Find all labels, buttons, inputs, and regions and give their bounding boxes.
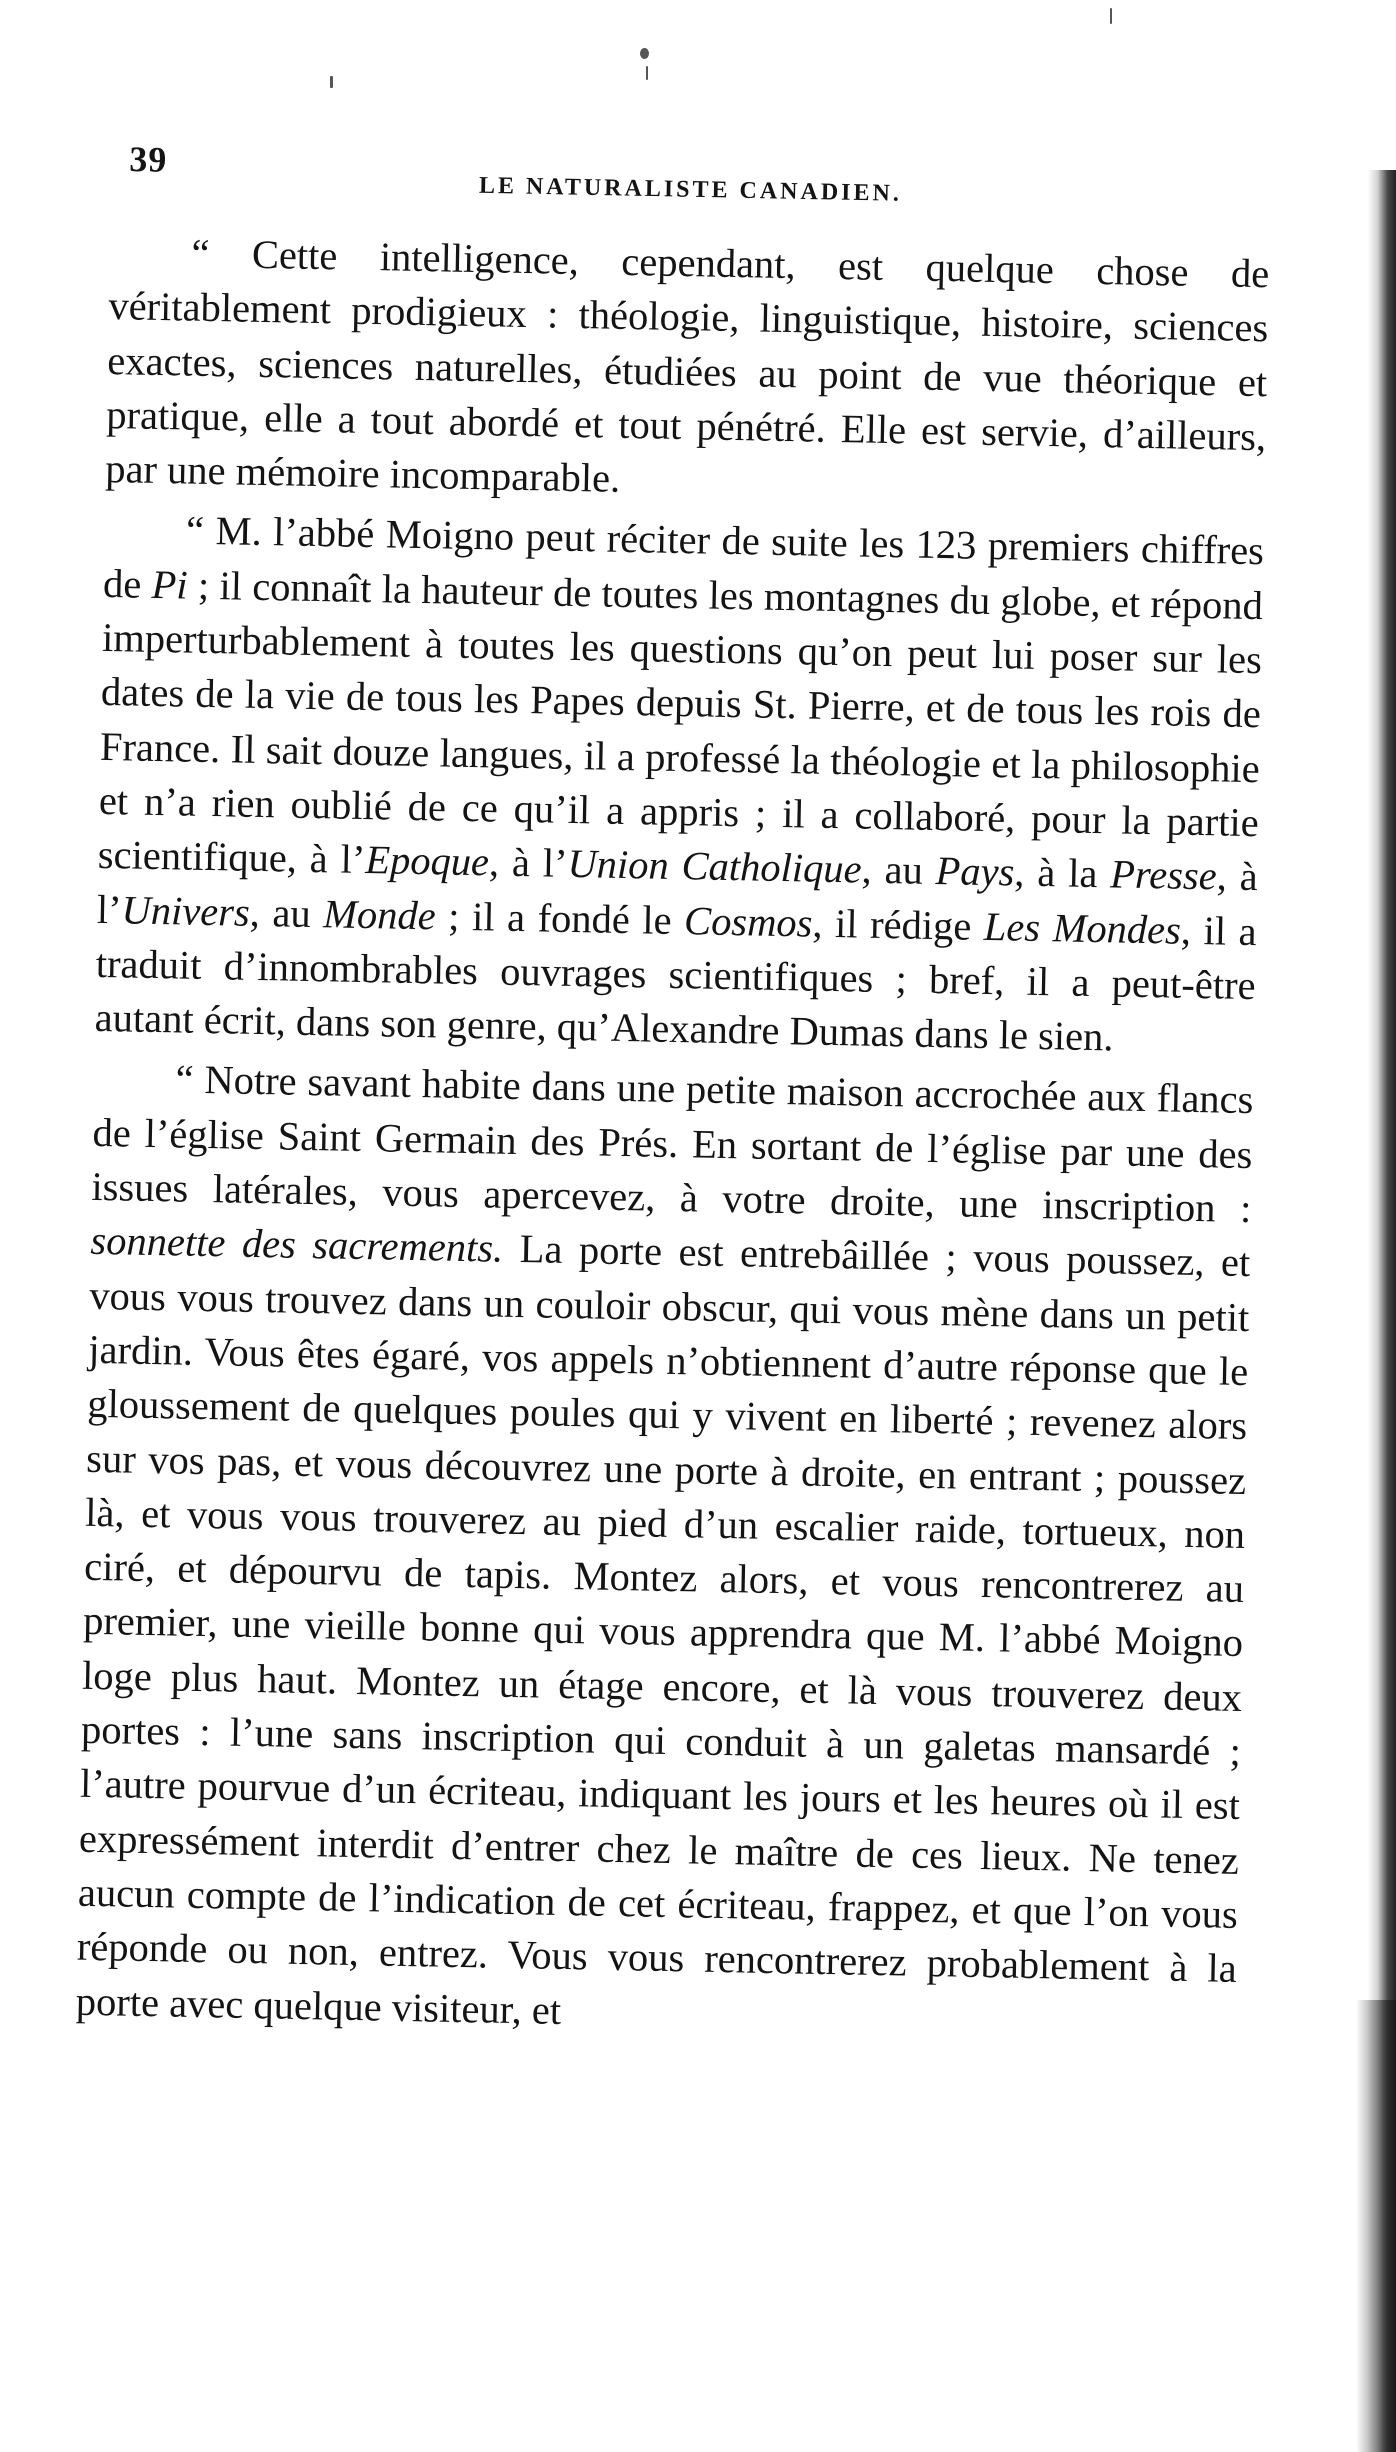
text-run: , au — [861, 846, 937, 894]
italic-text: Univers — [121, 886, 251, 935]
running-head — [129, 128, 1290, 210]
scan-speck — [640, 48, 649, 59]
text-run: ; il connaît la hauteur de toutes les montagnes du globe, et répond imperturbablement à toutes les questions qu’on peut lui poser sur les dates de la vie de tous les Papes depuis St. Pierre, et de tous les rois de France. Il sait douze langues, il a professé la théologie et la philosophie et n’a rien oublié de ce qu’il a appris ; il a collaboré, pour la partie scientifique, à l’ — [97, 562, 1264, 883]
italic-text: Union Catholique — [567, 841, 863, 892]
text-run: La porte est entrebâillée ; vous poussez, et vous vous trouvez dans un couloir obscur, qui vous mène dans un petit jardin. Vous êtes égaré, vos appels n’obtiennent d’autre réponse que le gloussement de quelques poules qui y vivent en liberté ; revenez alors sur vos pas, et vous découvrez une porte à droite, en entrant ; poussez là, et vous vous trouverez au pied d’un escalier raide, tortueux, non ciré, et dépourvu de tapis. Montez alors, et vous rencontrerez au premier, une vieille bonne qui vous apprendra que M. l’abbé Moigno loge plus haut. Montez un étage encore, et là vous trouverez deux portes : l’une sans inscription qui conduit à un galetas mansardé ; l’autre pourvue d’un écriteau, indiquant les jours et les heures où il est expressément interdit d’entrer chez le maître de ces lieux. Ne tenez aucun compte de l’indication de cet écriteau, frappez, et que l’on vous réponde ou non, entrez. Vous vous rencontrerez probablement à la porte avec quelque visiteur, et — [75, 1226, 1251, 2033]
text-run: , à la — [1013, 849, 1111, 897]
scan-speck — [646, 66, 648, 80]
scan-speck — [330, 76, 333, 88]
italic-text: Pi — [151, 561, 189, 608]
page-number: 39 — [129, 138, 168, 180]
italic-text: Pays — [935, 848, 1015, 895]
body-text — [75, 225, 1270, 2057]
italic-text: Cosmos — [683, 897, 813, 946]
text-run: , il a traduit d’innombrables ouvrages scientifiques ; bref, il a peut-être autant écrit, dans son genre, qu’Alexandre Dumas dans le sien. — [94, 907, 1258, 1060]
italic-text: Presse — [1109, 851, 1218, 899]
paragraph — [105, 225, 1270, 519]
text-run: “ Cette intelligence, cependant, est quelque chose de véritablement prodigieux : théologie, linguistique, histoire, sciences exactes, sciences naturelles, étudiées au point de vue théorique et pratique, elle a tout abordé et tout pénétré. Elle est servie, d’ailleurs, par une mémoire incomparable. — [104, 230, 1270, 502]
text-run: , à l’ — [488, 839, 569, 887]
text-run: , il rédige — [812, 900, 985, 949]
text-run: , au — [249, 889, 324, 936]
paragraph — [94, 502, 1264, 1067]
italic-text: Les Mondes — [983, 903, 1182, 953]
italic-text: sonnette des sacrements. — [90, 1218, 504, 1272]
text-run: ; il a fondé le — [435, 892, 685, 943]
binding-shadow — [1356, 2000, 1396, 2452]
text-run: “ Notre savant habite dans une petite maison accrochée aux flancs de l’église Saint Germain des Prés. En sortant de l’église par une des issues latérales, vous apercevez, à votre droite, une inscription : — [91, 1056, 1254, 1232]
italic-text: Epoque — [364, 837, 490, 885]
text-run: “ M. l’abbé Moigno peut réciter de suite les 123 premiers chiffres de — [102, 508, 1265, 607]
italic-text: Monde — [322, 890, 437, 938]
journal-title: LE NATURALISTE CANADIEN. — [478, 172, 903, 207]
paragraph — [75, 1051, 1254, 2050]
text-run: , à l’ — [96, 853, 1259, 932]
scan-speck — [1110, 8, 1112, 24]
